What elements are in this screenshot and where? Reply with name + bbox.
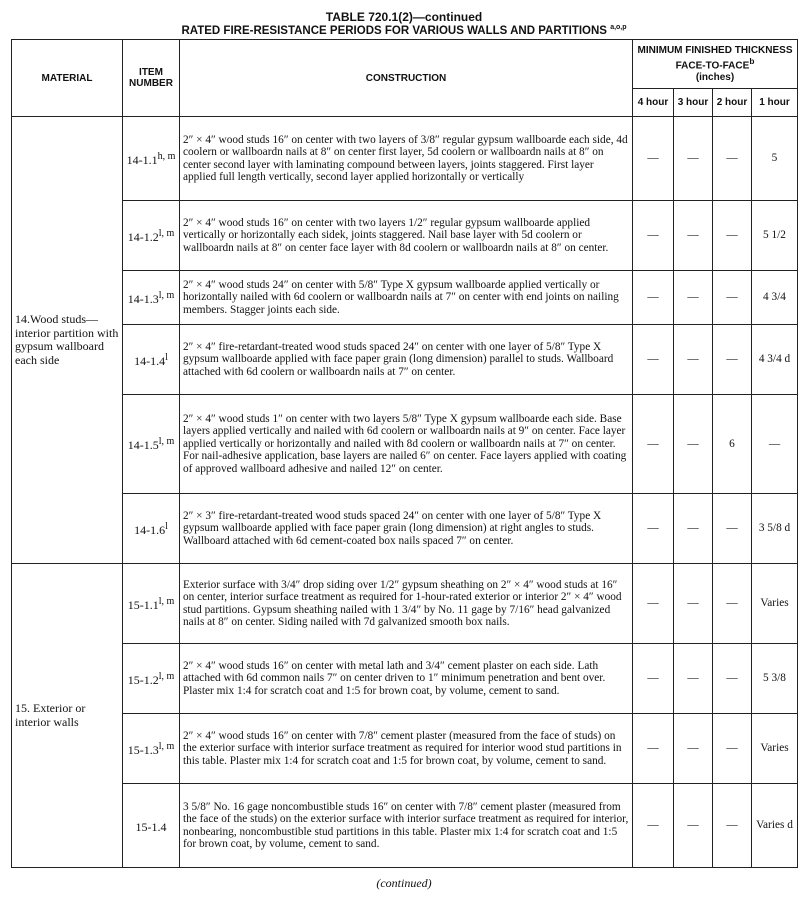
value-1-hour: 4 3/4 [752, 271, 798, 325]
item-footnote: l [165, 520, 168, 532]
item-number-cell [123, 494, 180, 564]
item-number-cell [123, 271, 180, 325]
subtitle-text: RATED FIRE-RESISTANCE PERIODS FOR VARIOUS WALLS AND PARTITIONS [181, 24, 607, 37]
table-row [12, 395, 798, 494]
table-row [12, 494, 798, 564]
item-footnote: l, m [158, 740, 175, 752]
item-number: 14-1.3 [127, 291, 159, 306]
table-row [12, 271, 798, 325]
value-3-hour: — [674, 564, 713, 644]
header-min-thickness-text: MINIMUM FINISHED THICKNESS FACE-TO-FACE [637, 45, 793, 72]
item-number-cell [123, 395, 180, 494]
item-footnote: h, m [157, 150, 176, 162]
header-min-thickness-footnote: b [749, 56, 755, 67]
construction-cell: 2″ × 4″ wood studs 1″ on center with two layers 5/8″ Type X gypsum wallboarde each side. Base layers applied vertically and nailed with 6d coolern or wallboardn nails at 9″ on center. Face layer applied vertically or horizontally and nailed with 8d coolern or wallboardn nails at 7″ on center. For nail-adhesive application, base layers are nailed 6″ on center. Face layers applied with coating of approved wallboard adhesive and nailed 12″ on center. [180, 395, 633, 494]
value-3-hour: — [674, 325, 713, 395]
value-2-hour: — [713, 564, 752, 644]
material-cell: 14.Wood studs—interior partition with gypsum wallboard each side [12, 117, 123, 564]
table-subtitle [0, 24, 808, 37]
value-3-hour: — [674, 271, 713, 325]
item-number-cell [123, 784, 180, 868]
value-1-hour: Varies [752, 564, 798, 644]
value-4-hour: — [633, 395, 674, 494]
value-3-hour: — [674, 714, 713, 784]
item-number: 14-1.2 [127, 229, 159, 244]
item-number: 14-1.1 [126, 152, 158, 167]
header-1-hour: 1 hour [752, 89, 798, 117]
value-1-hour: 5 1/2 [752, 201, 798, 271]
value-2-hour: 6 [713, 395, 752, 494]
construction-cell: Exterior surface with 3/4″ drop siding over 1/2″ gypsum sheathing on 2″ × 4″ wood studs at 16″ on center, interior surface treatment as required for 1-hour-rated exterior or interior 2″ × 4″ wood stud partitions. Gypsum sheathing nailed with 1 3/4″ by No. 11 gage by 7/16″ head galvanized nails at 8″ on center. Siding nailed with 7d galvanized smooth box nails. [180, 564, 633, 644]
construction-cell: 2″ × 4″ wood studs 16″ on center with two layers 1/2″ regular gypsum wallboarde applied vertically or horizontally each sidek, joints staggered. Nail base layer with 5d coolern or wallboardn nails at 8″ on center face layer with 8d coolern or wallboardn nails at 8″ on center. [180, 201, 633, 271]
table-row [12, 117, 798, 201]
material-cell: 15. Exterior or interior walls [12, 564, 123, 868]
header-min-thickness [633, 40, 798, 89]
item-number-cell [123, 325, 180, 395]
table-row [12, 201, 798, 271]
continued-note: (continued) [376, 876, 432, 890]
construction-cell: 2″ × 4″ wood studs 24″ on center with 5/8″ Type X gypsum wallboarde applied vertically or horizontally nailed with 6d coolern or wallboardn nails at 7″ on center with end joints on nailing members. Stagger joints each side. [180, 271, 633, 325]
value-4-hour: — [633, 564, 674, 644]
header-4-hour: 4 hour [633, 89, 674, 117]
value-3-hour: — [674, 117, 713, 201]
header-material: MATERIAL [12, 40, 123, 117]
value-2-hour: — [713, 117, 752, 201]
header-min-thickness-label [636, 45, 794, 71]
item-number: 14-1.5 [127, 438, 159, 453]
item-number-cell [123, 201, 180, 271]
table-row [12, 325, 798, 395]
subtitle-footnote: a,o,p [610, 24, 627, 31]
value-2-hour: — [713, 644, 752, 714]
item-number-cell [123, 117, 180, 201]
item-footnote: l, m [158, 436, 175, 448]
value-4-hour: — [633, 494, 674, 564]
item-number-cell [123, 714, 180, 784]
value-2-hour: — [713, 325, 752, 395]
header-construction: CONSTRUCTION [180, 40, 633, 117]
header-units: (inches) [695, 71, 735, 83]
item-footnote: l [165, 351, 168, 363]
construction-cell: 3 5/8″ No. 16 gage noncombustible studs 16″ on center with 7/8″ cement plaster (measured from the face of the studs) on the exterior surface with interior surface treatment as required for interior, nonbearing, noncombustible stud partitions in this table. Plaster mix 1:4 for scratch coat and 1:5 for brown coat, by volume, cement to sand. [180, 784, 633, 868]
value-4-hour: — [633, 644, 674, 714]
item-number: 15-1.4 [135, 819, 167, 834]
item-number: 15-1.2 [127, 672, 159, 687]
item-footnote: l, m [158, 595, 175, 607]
header-2-hour: 2 hour [713, 89, 752, 117]
value-4-hour: — [633, 271, 674, 325]
value-2-hour: — [713, 714, 752, 784]
item-number-cell [123, 564, 180, 644]
item-footnote: l, m [158, 227, 175, 239]
value-1-hour: 5 3/8 [752, 644, 798, 714]
value-1-hour: — [752, 395, 798, 494]
item-number-cell [123, 644, 180, 714]
table-row [12, 564, 798, 644]
value-4-hour: — [633, 201, 674, 271]
value-2-hour: — [713, 271, 752, 325]
value-1-hour: Varies [752, 714, 798, 784]
value-1-hour: 4 3/4 d [752, 325, 798, 395]
value-3-hour: — [674, 201, 713, 271]
table-row [12, 714, 798, 784]
value-2-hour: — [713, 201, 752, 271]
construction-cell: 2″ × 3″ fire-retardant-treated wood studs spaced 24″ on center with one layer of 5/8″ Type X gypsum wallboarde applied with face paper grain (long dimension) at right angles to studs. Wallboard attached with 6d cement-coated box nails spaced 7″ on center. [180, 494, 633, 564]
construction-cell: 2″ × 4″ wood studs 16″ on center with two layers of 3/8″ regular gypsum wallboarde each side, 4d coolern or wallboardn nails at 8″ on center first layer, 5d coolern or wallboardn nails at 8″ on center second layer with laminating compound between layers, joints staggered. First layer applied full length vertically, second layer applied horizontally or vertically [180, 117, 633, 201]
value-3-hour: — [674, 395, 713, 494]
value-2-hour: — [713, 784, 752, 868]
value-3-hour: — [674, 784, 713, 868]
value-2-hour: — [713, 494, 752, 564]
fire-resistance-table [11, 39, 798, 868]
item-footnote: l, m [158, 670, 175, 682]
item-footnote: l, m [158, 289, 175, 301]
construction-cell: 2″ × 4″ wood studs 16″ on center with 7/8″ cement plaster (measured from the face of studs) on the exterior surface with interior surface treatment as required for interior wood stud partitions in this table. Plaster mix 1:4 for scratch coat and 1:5 for brown coat, by volume, cement to sand. [180, 714, 633, 784]
item-number: 14-1.4 [134, 353, 166, 368]
value-4-hour: — [633, 784, 674, 868]
table-row [12, 784, 798, 868]
header-3-hour: 3 hour [674, 89, 713, 117]
value-1-hour: 3 5/8 d [752, 494, 798, 564]
table-row [12, 644, 798, 714]
table-title: TABLE 720.1(2)—continued [325, 10, 483, 24]
construction-cell: 2″ × 4″ fire-retardant-treated wood studs spaced 24″ on center with one layer of 5/8″ Type X gypsum wallboarde applied with face paper grain (long dimension) parallel to studs. Wallboard attached with 6d coolern or wallboardn nails at 7″ on center. [180, 325, 633, 395]
value-1-hour: Varies d [752, 784, 798, 868]
value-4-hour: — [633, 117, 674, 201]
value-3-hour: — [674, 644, 713, 714]
item-number: 15-1.1 [127, 597, 159, 612]
header-item-number: ITEM NUMBER [123, 40, 180, 117]
value-1-hour: 5 [752, 117, 798, 201]
item-number: 14-1.6 [134, 522, 166, 537]
value-3-hour: — [674, 494, 713, 564]
construction-cell: 2″ × 4″ wood studs 16″ on center with metal lath and 3/4″ cement plaster on each side. Lath attached with 6d common nails 7″ on center driven to 1″ minimum penetration and bent over. Plaster mix 1:4 for scratch coat and 1:5 for brown coat, by volume, cement to sand. [180, 644, 633, 714]
item-number: 15-1.3 [127, 742, 159, 757]
value-4-hour: — [633, 325, 674, 395]
value-4-hour: — [633, 714, 674, 784]
